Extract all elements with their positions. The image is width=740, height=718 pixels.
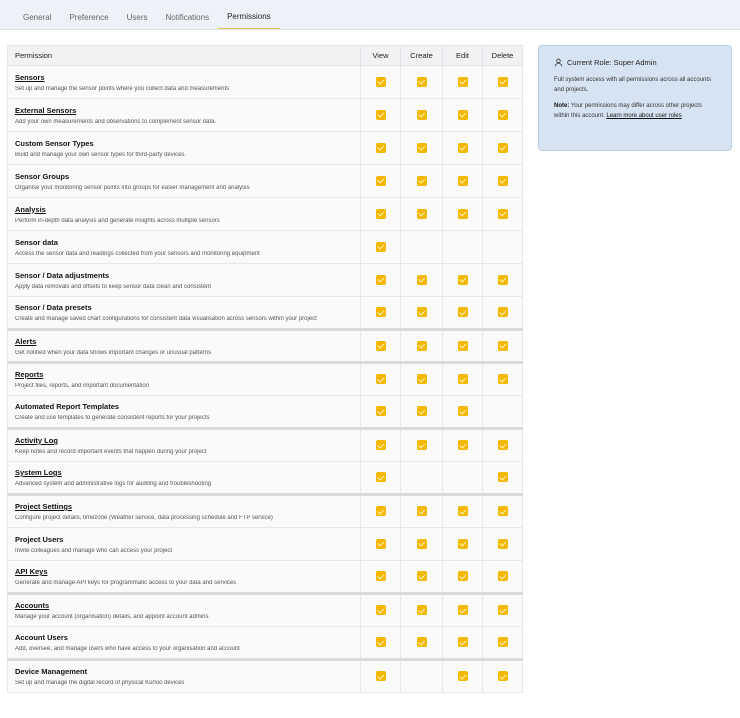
current-role-panel	[538, 45, 732, 151]
permission-cell	[8, 561, 361, 594]
create-checkbox[interactable]	[417, 605, 427, 615]
delete-checkbox[interactable]	[498, 209, 508, 219]
view-cell	[361, 66, 401, 99]
create-checkbox[interactable]	[417, 637, 427, 647]
permission-cell	[8, 198, 361, 231]
view-cell	[361, 561, 401, 594]
tab-preference[interactable]: Preference	[69, 13, 109, 22]
view-cell	[361, 396, 401, 429]
delete-checkbox[interactable]	[498, 374, 508, 384]
delete-checkbox[interactable]	[498, 143, 508, 153]
view-cell	[361, 165, 401, 198]
view-cell	[361, 264, 401, 297]
view-checkbox[interactable]	[376, 374, 386, 384]
note-text: Your permissions may differ across other projects within this account.	[554, 103, 702, 119]
delete-cell	[483, 528, 523, 561]
column-delete: Delete	[483, 46, 523, 66]
edit-checkbox[interactable]	[458, 539, 468, 549]
edit-cell	[443, 165, 483, 198]
column-edit: Edit	[443, 46, 483, 66]
permission-title[interactable]: Analysis	[15, 204, 46, 214]
edit-cell	[443, 363, 483, 396]
create-checkbox[interactable]	[417, 341, 427, 351]
permission-description: Generate and manage API keys for programmatic access to your data and services	[15, 580, 237, 586]
edit-cell	[443, 264, 483, 297]
table-row	[8, 66, 523, 99]
delete-cell	[483, 99, 523, 132]
view-cell	[361, 660, 401, 693]
permission-description: Access the sensor data and readings collected from your sensors and monitoring equipment	[15, 250, 260, 257]
create-cell	[401, 462, 443, 495]
create-cell	[401, 198, 443, 231]
edit-checkbox[interactable]	[458, 637, 468, 647]
permission-cell	[8, 297, 361, 330]
column-permission: Permission	[8, 46, 361, 66]
view-checkbox[interactable]	[376, 275, 386, 285]
delete-checkbox[interactable]	[498, 637, 508, 647]
edit-cell	[443, 561, 483, 594]
delete-cell	[483, 495, 523, 528]
view-checkbox[interactable]	[376, 406, 386, 416]
create-cell	[401, 396, 443, 429]
permission-cell	[8, 396, 361, 429]
edit-checkbox[interactable]	[458, 506, 468, 516]
create-cell	[401, 165, 443, 198]
edit-cell	[443, 99, 483, 132]
delete-checkbox[interactable]	[498, 341, 508, 351]
edit-checkbox[interactable]	[458, 307, 468, 317]
view-cell	[361, 495, 401, 528]
view-cell	[361, 297, 401, 330]
table-header	[8, 46, 523, 66]
table-row	[8, 561, 523, 594]
view-cell	[361, 627, 401, 660]
role-header	[554, 58, 716, 67]
tab-notifications[interactable]: Notifications	[165, 13, 210, 22]
edit-checkbox[interactable]	[458, 440, 468, 450]
learn-more-link[interactable]: Learn more about user roles	[606, 112, 682, 119]
edit-cell	[443, 396, 483, 429]
edit-cell	[443, 627, 483, 660]
view-checkbox[interactable]	[376, 176, 386, 186]
permission-title: Sensor / Data presets	[15, 303, 92, 312]
delete-cell	[483, 231, 523, 264]
delete-cell	[483, 132, 523, 165]
view-checkbox[interactable]	[376, 472, 386, 482]
tab-users[interactable]: Users	[126, 13, 148, 22]
delete-cell	[483, 627, 523, 660]
edit-cell	[443, 495, 483, 528]
permission-description: Apply data removals and offsets to keep sensor data clean and consistent	[15, 283, 212, 290]
create-checkbox[interactable]	[417, 539, 427, 549]
delete-checkbox[interactable]	[498, 440, 508, 450]
edit-checkbox[interactable]	[458, 77, 468, 87]
permission-title: Automated Report Templates	[15, 402, 120, 411]
permission-cell	[8, 132, 361, 165]
delete-cell	[483, 66, 523, 99]
edit-cell	[443, 594, 483, 627]
view-checkbox[interactable]	[376, 242, 386, 252]
view-checkbox[interactable]	[376, 571, 386, 581]
create-cell	[401, 99, 443, 132]
edit-checkbox[interactable]	[458, 605, 468, 615]
create-cell	[401, 594, 443, 627]
create-checkbox[interactable]	[417, 275, 427, 285]
permission-cell	[8, 99, 361, 132]
permission-cell	[8, 231, 361, 264]
create-checkbox[interactable]	[417, 77, 427, 87]
table-row	[8, 99, 523, 132]
permission-description: Configure project details, timezone (Weather service, data processing schedule and FTP service)	[15, 515, 273, 521]
permission-title[interactable]: Reports	[15, 370, 44, 379]
view-checkbox[interactable]	[376, 605, 386, 615]
create-cell	[401, 297, 443, 330]
permission-cell	[8, 627, 361, 660]
edit-checkbox[interactable]	[458, 275, 468, 285]
table-row	[8, 528, 523, 561]
tab-general[interactable]: General	[23, 13, 52, 22]
edit-cell	[443, 429, 483, 462]
create-cell	[401, 495, 443, 528]
create-checkbox[interactable]	[417, 110, 427, 120]
table-row	[8, 132, 523, 165]
delete-cell	[483, 264, 523, 297]
create-cell	[401, 660, 443, 693]
view-cell	[361, 330, 401, 363]
edit-cell	[443, 66, 483, 99]
permission-cell	[8, 495, 361, 528]
create-cell	[401, 231, 443, 264]
edit-checkbox[interactable]	[458, 110, 468, 120]
permission-description: Keep notes and record important events that happen during your project	[15, 449, 207, 455]
permission-title: Sensor data	[15, 237, 58, 247]
delete-cell	[483, 297, 523, 330]
view-cell	[361, 363, 401, 396]
permission-description: Create and manage saved chart configurations for consistent data visualisation across sensors within your project	[15, 316, 317, 322]
create-cell	[401, 330, 443, 363]
view-cell	[361, 429, 401, 462]
delete-cell	[483, 660, 523, 693]
edit-cell	[443, 462, 483, 495]
table-row	[8, 165, 523, 198]
edit-cell	[443, 297, 483, 330]
create-cell	[401, 561, 443, 594]
create-cell	[401, 66, 443, 99]
create-checkbox[interactable]	[417, 506, 427, 516]
delete-checkbox[interactable]	[498, 506, 508, 516]
table-row	[8, 660, 523, 693]
delete-checkbox[interactable]	[498, 77, 508, 87]
delete-cell	[483, 396, 523, 429]
view-checkbox[interactable]	[376, 637, 386, 647]
permission-description: Manage your account (organisation) details, and appoint account admins	[15, 614, 209, 620]
permission-description: Set up and manage the digital record of physical Kurloo devices	[15, 680, 185, 686]
permission-description: Set up and manage the sensor points where you collect data and measurements	[15, 85, 230, 92]
edit-cell	[443, 660, 483, 693]
permission-description: Create and use templates to generate consistent reports for your projects	[15, 415, 210, 421]
permission-cell	[8, 165, 361, 198]
permission-description: Advanced system and administrative logs for auditing and troubleshooting	[15, 481, 212, 487]
edit-cell	[443, 198, 483, 231]
table-row	[8, 594, 523, 627]
table-row	[8, 363, 523, 396]
view-checkbox[interactable]	[376, 143, 386, 153]
create-cell	[401, 429, 443, 462]
view-checkbox[interactable]	[376, 77, 386, 87]
create-cell	[401, 132, 443, 165]
column-create: Create	[401, 46, 443, 66]
permission-description: Project files, reports, and important documentation	[15, 383, 150, 389]
permission-title: Device Management	[15, 667, 88, 676]
permission-cell	[8, 264, 361, 297]
delete-checkbox[interactable]	[498, 176, 508, 186]
table-row	[8, 330, 523, 363]
edit-checkbox[interactable]	[458, 341, 468, 351]
delete-cell	[483, 363, 523, 396]
permission-cell	[8, 429, 361, 462]
delete-checkbox[interactable]	[498, 539, 508, 549]
delete-cell	[483, 594, 523, 627]
role-title: Current Role: Super Admin	[567, 58, 657, 67]
view-cell	[361, 99, 401, 132]
table-row	[8, 462, 523, 495]
create-checkbox[interactable]	[417, 571, 427, 581]
column-view: View	[361, 46, 401, 66]
view-checkbox[interactable]	[376, 539, 386, 549]
view-checkbox[interactable]	[376, 440, 386, 450]
view-checkbox[interactable]	[376, 341, 386, 351]
edit-cell	[443, 132, 483, 165]
view-cell	[361, 462, 401, 495]
table-row	[8, 297, 523, 330]
tab-permissions[interactable]: Permissions	[218, 12, 280, 29]
permission-cell	[8, 330, 361, 363]
permission-cell	[8, 528, 361, 561]
edit-checkbox[interactable]	[458, 143, 468, 153]
permission-title: Sensor Groups	[15, 171, 70, 181]
permission-title[interactable]: Project Settings	[15, 502, 73, 511]
permission-title: Account Users	[15, 633, 68, 642]
edit-checkbox[interactable]	[458, 209, 468, 219]
permission-description: Get notified when your data shows important changes or unusual patterns	[15, 349, 212, 356]
permission-title[interactable]: External Sensors	[15, 105, 77, 115]
note-label: Note:	[554, 103, 570, 109]
delete-checkbox[interactable]	[498, 307, 508, 317]
delete-checkbox[interactable]	[498, 571, 508, 581]
permission-description: Add, oversee, and manage users who have access to your organisation and account	[15, 646, 240, 652]
permission-title[interactable]: Activity Log	[15, 436, 58, 445]
permission-cell	[8, 594, 361, 627]
create-checkbox[interactable]	[417, 307, 427, 317]
view-cell	[361, 198, 401, 231]
permission-title[interactable]: Sensors	[15, 72, 45, 82]
permissions-table	[7, 45, 523, 693]
permission-cell	[8, 363, 361, 396]
view-checkbox[interactable]	[376, 209, 386, 219]
create-checkbox[interactable]	[417, 406, 427, 416]
table-row	[8, 627, 523, 660]
delete-cell	[483, 429, 523, 462]
table-row	[8, 264, 523, 297]
edit-checkbox[interactable]	[458, 571, 468, 581]
permission-title[interactable]: Accounts	[15, 601, 50, 610]
delete-checkbox[interactable]	[498, 472, 508, 482]
edit-checkbox[interactable]	[458, 374, 468, 384]
user-icon	[554, 58, 563, 67]
delete-checkbox[interactable]	[498, 605, 508, 615]
edit-cell	[443, 330, 483, 363]
role-note	[554, 102, 716, 121]
view-checkbox[interactable]	[376, 110, 386, 120]
view-checkbox[interactable]	[376, 307, 386, 317]
table-row	[8, 231, 523, 264]
delete-cell	[483, 198, 523, 231]
create-checkbox[interactable]	[417, 143, 427, 153]
view-cell	[361, 528, 401, 561]
permission-description: Invite colleagues and manage who can access your project	[15, 547, 173, 554]
permission-title: Sensor / Data adjustments	[15, 270, 110, 280]
edit-checkbox[interactable]	[458, 671, 468, 681]
view-cell	[361, 132, 401, 165]
permission-cell	[8, 462, 361, 495]
delete-cell	[483, 165, 523, 198]
role-description: Full system access with all permissions across all accounts and projects.	[554, 77, 712, 93]
permission-title[interactable]: System Logs	[15, 468, 62, 477]
create-cell	[401, 264, 443, 297]
create-checkbox[interactable]	[417, 374, 427, 384]
create-cell	[401, 363, 443, 396]
edit-cell	[443, 528, 483, 561]
delete-cell	[483, 462, 523, 495]
create-cell	[401, 528, 443, 561]
permission-description: Perform in-depth data analysis and generate insights across multiple sensors	[15, 217, 220, 224]
view-checkbox[interactable]	[376, 671, 386, 681]
create-checkbox[interactable]	[417, 176, 427, 186]
edit-checkbox[interactable]	[458, 406, 468, 416]
delete-checkbox[interactable]	[498, 275, 508, 285]
create-cell	[401, 627, 443, 660]
table-row	[8, 429, 523, 462]
permission-description: Add your own measurements and observations to complement sensor data.	[15, 118, 217, 125]
permission-description: Organise your monitoring sensor points into groups for easier management and analysis	[15, 184, 250, 191]
view-cell	[361, 594, 401, 627]
permission-cell	[8, 66, 361, 99]
create-checkbox[interactable]	[417, 209, 427, 219]
permission-cell	[8, 660, 361, 693]
permission-title: Project Users	[15, 534, 64, 544]
permission-description: Build and manage your own sensor types for third-party devices.	[15, 151, 187, 158]
edit-checkbox[interactable]	[458, 176, 468, 186]
view-cell	[361, 231, 401, 264]
delete-cell	[483, 330, 523, 363]
edit-cell	[443, 231, 483, 264]
create-checkbox[interactable]	[417, 440, 427, 450]
table-row	[8, 495, 523, 528]
table-row	[8, 198, 523, 231]
permission-title[interactable]: API Keys	[15, 567, 48, 576]
settings-tabs	[0, 0, 740, 30]
view-checkbox[interactable]	[376, 506, 386, 516]
permission-title[interactable]: Alerts	[15, 336, 37, 346]
delete-cell	[483, 561, 523, 594]
table-row	[8, 396, 523, 429]
delete-checkbox[interactable]	[498, 671, 508, 681]
delete-checkbox[interactable]	[498, 110, 508, 120]
permission-title: Custom Sensor Types	[15, 138, 94, 148]
